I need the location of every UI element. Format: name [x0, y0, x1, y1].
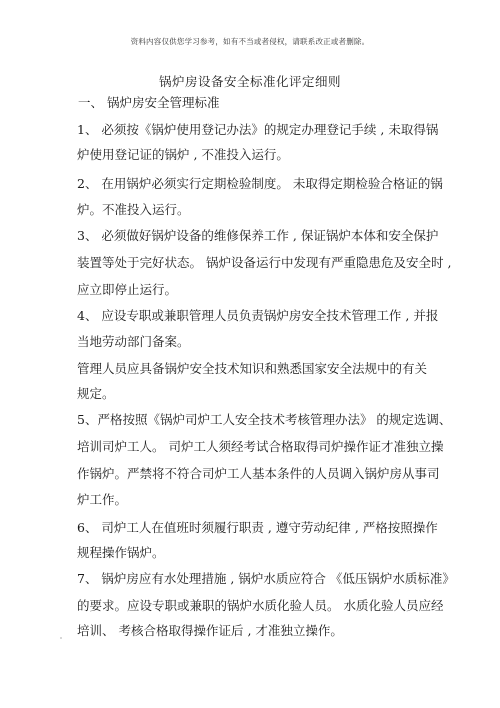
text-line-5: 3、 必须做好锅炉设备的维修保养工作 , 保证锅炉本体和安全保护 [77, 228, 439, 243]
text-line-12: 5、严格按照《锅炉司炉工人安全技术考核管理办法》 的规定选调、 [77, 412, 452, 427]
text-line-7: 应立即停止运行。 [77, 282, 178, 297]
text-line-4: 炉。不准投入运行。 [77, 202, 190, 217]
text-line-2: 炉使用登记证的锅炉 , 不准投入运行。 [77, 147, 289, 162]
text-line-15: 炉工作。 [77, 492, 128, 507]
text-line-14: 作锅炉。严禁将不符合司炉工人基本条件的人员调入锅炉房从事司 [77, 466, 440, 481]
text-line-11: 规定。 [77, 386, 115, 401]
text-line-8: 4、 应设专职或兼职管理人员负责锅炉房安全技术管理工作 , 并报 [77, 308, 439, 323]
scan-speck [60, 637, 62, 639]
text-line-6: 装置等处于完好状态。 锅炉设备运行中发现有严重隐患危及安全时 , [77, 255, 452, 270]
disclaimer-notice: 资料内容仅供您学习参考，如有不当或者侵权，请联系改正或者删除。 [130, 37, 370, 46]
text-line-18: 7、 锅炉房应有水处理措施 , 锅炉水质应符合 《低压锅炉水质标准》 [77, 571, 455, 586]
text-line-16: 6、 司炉工人在值班时须履行职责 , 遵守劳动纪律 , 严格按照操作 [77, 520, 438, 535]
text-line-1: 1、 必须按《锅炉使用登记办法》的规定办理登记手续 , 未取得锅 [77, 122, 439, 137]
text-line-9: 当地劳动部门备案。 [77, 334, 190, 349]
text-line-19: 的要求。应设专职或兼职的锅炉水质化验人员。 水质化验人员应经 [77, 598, 444, 613]
text-line-13: 培训司炉工人。 司炉工人须经考试合格取得司炉操作证才准独立操 [77, 439, 444, 454]
section-heading: 一、 锅炉房安全管理标准 [78, 95, 220, 110]
document-title: 锅炉房设备安全标准化评定细则 [158, 74, 341, 89]
text-line-10: 管理人员应具备锅炉安全技术知识和熟悉国家安全法规中的有关 [77, 361, 428, 376]
text-line-20: 培训、 考核合格取得操作证后 , 才准独立操作。 [77, 623, 343, 638]
text-line-17: 规程操作锅炉。 [77, 545, 165, 560]
text-line-3: 2、 在用锅炉必须实行定期检验制度。 未取得定期检验合格证的锅 [77, 176, 443, 191]
